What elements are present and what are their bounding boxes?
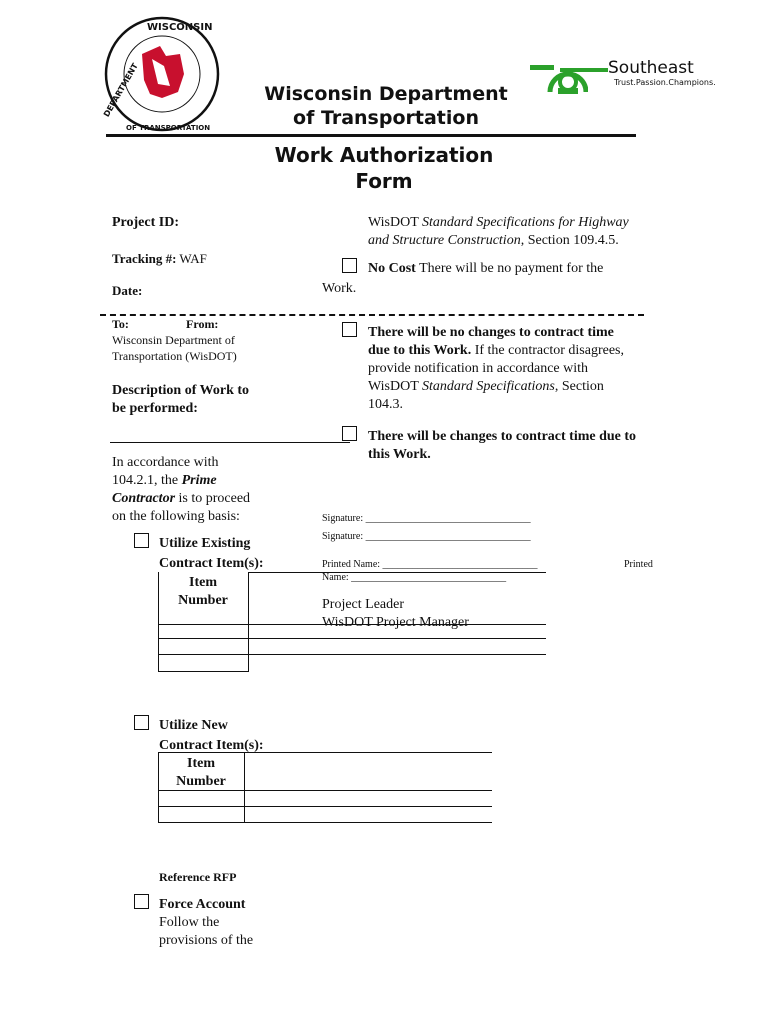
no-cost-checkbox[interactable] (342, 258, 357, 273)
specs-reference (368, 214, 668, 250)
description-line2: be performed: (112, 401, 198, 416)
basis-paragraph (112, 454, 312, 526)
tracking-label: Tracking #: (112, 251, 177, 266)
existing-row-line-3 (158, 654, 546, 655)
existing-items-label2: Contract Item(s): (159, 556, 264, 571)
new-col-number: Number (176, 774, 226, 789)
header-divider (106, 134, 636, 137)
southeast-tagline: Trust.Passion.Champions. (614, 78, 716, 87)
no-cost-text: There will be no payment for the (415, 261, 604, 276)
no-change-text2: provide notification in accordance with (368, 361, 589, 376)
change-checkbox[interactable] (342, 426, 357, 441)
specs-suffix: , Section 109.4.5. (520, 233, 619, 248)
basis-line2a: 104.2.1, the (112, 473, 182, 488)
no-change-text4: 104.3. (368, 397, 403, 412)
org-name-line2: of Transportation (293, 107, 479, 129)
svg-text:OF TRANSPORTATION: OF TRANSPORTATION (126, 124, 211, 132)
basis-line4: on the following basis: (112, 509, 240, 524)
basis-line3b: is to proceed (175, 491, 251, 506)
specs-italic2: and Structure Construction (368, 233, 521, 248)
new-row-line-1 (158, 790, 492, 791)
no-change-bold1: There will be no changes to contract time (368, 325, 614, 340)
org-name-line1: Wisconsin Department (264, 83, 508, 105)
no-change-text3c: , Section (554, 379, 604, 394)
no-change-text3b: Standard Specifications (422, 379, 555, 394)
southeast-logo (528, 52, 716, 100)
change-option (368, 428, 668, 464)
existing-items-checkbox[interactable] (134, 533, 149, 548)
force-account-line2: provisions of the (159, 933, 254, 948)
basis-line2b: Prime (181, 473, 217, 488)
new-items-checkbox[interactable] (134, 715, 149, 730)
no-change-text3a: WisDOT (368, 379, 423, 394)
form-title-line1: Work Authorization (274, 143, 494, 167)
existing-table-top (248, 572, 546, 573)
to-label: To: (112, 317, 129, 331)
new-col-item: Item (187, 756, 215, 771)
new-row-line-2 (158, 806, 492, 807)
specs-italic1: Standard Specifications for Highway (422, 215, 629, 230)
change-bold2: this Work. (368, 447, 431, 462)
no-change-bold2: due to this Work. (368, 343, 472, 358)
specs-line1 (368, 214, 668, 232)
role-wisdot-pm: WisDOT Project Manager (322, 615, 469, 630)
no-change-option (368, 324, 668, 414)
new-items-table (158, 752, 492, 824)
project-id-label: Project ID: (112, 215, 179, 230)
form-title-line2: Form (355, 169, 413, 193)
new-table-top (158, 752, 492, 753)
force-account-block (159, 896, 253, 950)
existing-items-label1: Utilize Existing (159, 536, 251, 551)
force-account-line1: Follow the (159, 915, 220, 930)
force-account-checkbox[interactable] (134, 894, 149, 909)
printed-name-2[interactable]: Name: _______________________________ (322, 572, 507, 583)
specs-line2 (368, 232, 668, 250)
tracking-field (112, 250, 207, 268)
existing-items-table (158, 572, 546, 672)
role-project-leader: Project Leader (322, 597, 405, 612)
from-label: From: (186, 317, 219, 331)
from-line1: Wisconsin Department of (112, 333, 235, 347)
existing-row-line-4 (158, 671, 248, 672)
existing-col-number: Number (178, 593, 228, 608)
existing-row-line-2 (158, 638, 546, 639)
printed-name-1[interactable]: Printed Name: _______________________________ (322, 559, 538, 570)
signature-1[interactable]: Signature: _________________________________ (322, 513, 531, 524)
new-items-label1: Utilize New (159, 718, 228, 733)
no-cost-text2: Work. (322, 281, 357, 296)
new-row-line-3 (158, 822, 492, 823)
svg-text:DEPARTMENT: DEPARTMENT (101, 61, 140, 119)
southeast-underline (560, 68, 608, 72)
no-cost-label: No Cost (368, 261, 416, 276)
from-line2: Transportation (WisDOT) (112, 349, 237, 363)
new-items-label2: Contract Item(s): (159, 738, 264, 753)
existing-col-item: Item (189, 575, 217, 590)
tracking-value: WAF (179, 251, 207, 266)
description-underline (110, 442, 350, 443)
southeast-name: Southeast (608, 58, 694, 78)
wisdot-seal-logo (100, 14, 224, 134)
dashed-divider (100, 314, 644, 316)
svg-text:WISCONSIN: WISCONSIN (147, 22, 213, 33)
reference-rfp: Reference RFP (159, 870, 237, 884)
no-change-checkbox[interactable] (342, 322, 357, 337)
printed-right: Printed (624, 559, 653, 570)
specs-prefix: WisDOT (368, 215, 423, 230)
new-table-mid (244, 752, 245, 822)
basis-line1: In accordance with (112, 455, 219, 470)
existing-row-line-1 (158, 624, 546, 625)
change-bold1: There will be changes to contract time due to (368, 429, 637, 444)
no-cost-option (368, 260, 668, 278)
signature-2[interactable]: Signature: _________________________________ (322, 531, 531, 542)
no-change-text1: If the contractor disagrees, (471, 343, 624, 358)
date-label: Date: (112, 283, 143, 298)
basis-line3a: Contractor (112, 491, 176, 506)
force-account-label: Force Account (159, 897, 246, 912)
description-line1: Description of Work to (112, 383, 250, 398)
existing-table-mid (248, 572, 249, 672)
